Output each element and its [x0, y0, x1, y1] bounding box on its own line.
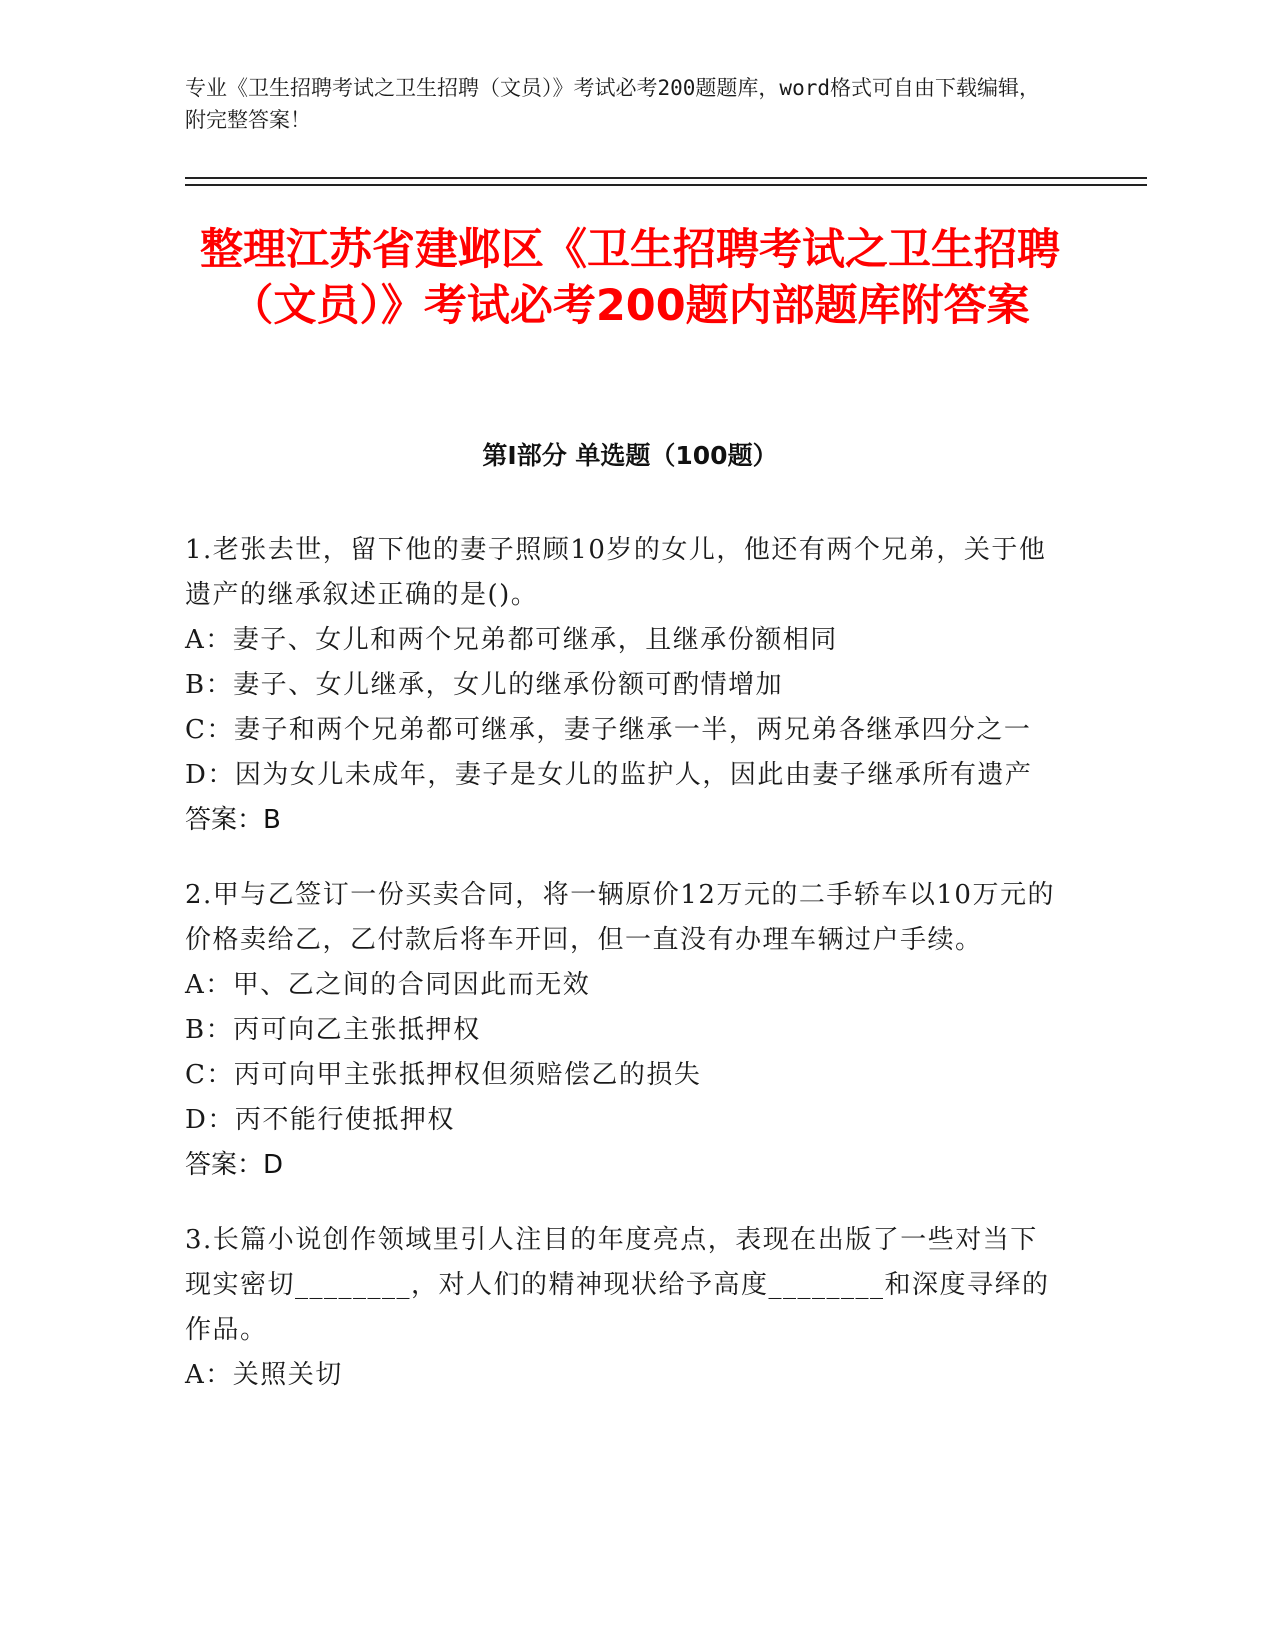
header-note: 专业《卫生招聘考试之卫生招聘（文员）》考试必考200题题库，word格式可自由下载编辑，附完整答案！: [185, 76, 1040, 132]
question-list: [185, 528, 1065, 1428]
option-c: C：妻子和两个兄弟都可继承，妻子继承一半，两兄弟各继承四分之一: [185, 715, 1032, 745]
document-title: 整理江苏省建邺区《卫生招聘考试之卫生招聘（文员）》考试必考200题内部题库附答案: [200, 225, 1060, 331]
answer: 答案：B: [185, 805, 281, 835]
section-heading: 第Ⅰ部分 单选题（100题）: [482, 441, 778, 470]
question-stem: 1.老张去世，留下他的妻子照顾10岁的女儿，他还有两个兄弟，关于他遗产的继承叙述正确的是()。: [185, 535, 1047, 610]
question-2: [185, 873, 1065, 1188]
option-d: D：因为女儿未成年，妻子是女儿的监护人，因此由妻子继承所有遗产: [185, 760, 1033, 790]
option-a: A：甲、乙之间的合同因此而无效: [185, 970, 591, 1000]
header-divider-top: [185, 177, 1147, 179]
question-1: [185, 528, 1065, 843]
option-b: B：丙可向乙主张抵押权: [185, 1015, 481, 1045]
question-stem: 2.甲与乙签订一份买卖合同，将一辆原价12万元的二手轿车以10万元的价格卖给乙，乙付款后将车开回，但一直没有办理车辆过户手续。: [185, 880, 1055, 955]
option-d: D：丙不能行使抵押权: [185, 1105, 455, 1135]
option-b: B：妻子、女儿继承，女儿的继承份额可酌情增加: [185, 670, 784, 700]
option-c: C：丙可向甲主张抵押权但须赔偿乙的损失: [185, 1060, 702, 1090]
answer: 答案：D: [185, 1150, 284, 1180]
header-divider-bottom: [185, 184, 1147, 186]
question-3: [185, 1218, 1065, 1398]
question-stem: 3.长篇小说创作领域里引人注目的年度亮点，表现在出版了一些对当下现实密切________，对人们的精神现状给予高度________和深度寻绎的作品。: [185, 1225, 1050, 1345]
option-a: A：妻子、女儿和两个兄弟都可继承，且继承份额相同: [185, 625, 838, 655]
option-a: A：关照关切: [185, 1360, 343, 1390]
